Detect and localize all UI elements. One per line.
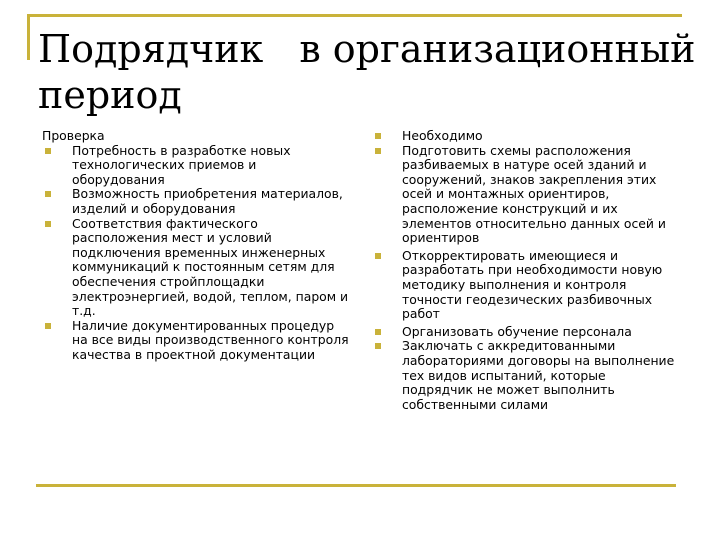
title-part-period: период xyxy=(38,73,182,117)
title-part-contractor: Подрядчик xyxy=(38,27,264,71)
title-part-period-type: в организационный xyxy=(299,27,696,71)
square-bullet-icon xyxy=(375,253,381,259)
square-bullet-icon xyxy=(45,148,51,154)
list-item: Потребность в разработке новых технологических приемов и оборудования xyxy=(42,144,352,188)
left-heading: Проверка xyxy=(42,128,105,143)
left-column xyxy=(42,129,352,363)
list-item: Необходимо xyxy=(372,129,677,144)
list-item: Наличие документированных процедур на все виды производственного контроля качества в проектной документации xyxy=(42,319,352,363)
list-item: Соответствия фактического расположения мест и условий подключения временных инженерных коммуникаций к постоянным сетям для обеспечения стройплощадки электроэнергией, водой, теплом, паром и т.д. xyxy=(42,217,352,319)
list-item: Организовать обучение персонала xyxy=(372,325,677,340)
frame-vertical-line xyxy=(27,14,30,60)
square-bullet-icon xyxy=(375,133,381,139)
list-item: Откорректировать имеющиеся и разработать при необходимости новую методику выполнения и контроля точности геодезических разбивочных работ xyxy=(372,249,677,322)
frame-bottom-line xyxy=(36,484,676,487)
square-bullet-icon xyxy=(45,221,51,227)
square-bullet-icon xyxy=(45,191,51,197)
slide-title xyxy=(38,26,696,118)
frame-top-line xyxy=(27,14,682,17)
list-item: Заключать с аккредитованными лабораториями договоры на выполнение тех видов испытаний, которые подрядчик не может выполнить собственными силами xyxy=(372,339,677,412)
square-bullet-icon xyxy=(45,323,51,329)
list-item: Подготовить схемы расположения разбиваемых в натуре осей зданий и сооружений, знаков закрепления этих осей и монтажных ориентиров, расположение конструкций и их элементов относительно данных осей и ориентиров xyxy=(372,144,677,246)
square-bullet-icon xyxy=(375,343,381,349)
right-column xyxy=(372,129,677,412)
list-item: Возможность приобретения материалов, изделий и оборудования xyxy=(42,187,352,216)
square-bullet-icon xyxy=(375,329,381,335)
square-bullet-icon xyxy=(375,148,381,154)
